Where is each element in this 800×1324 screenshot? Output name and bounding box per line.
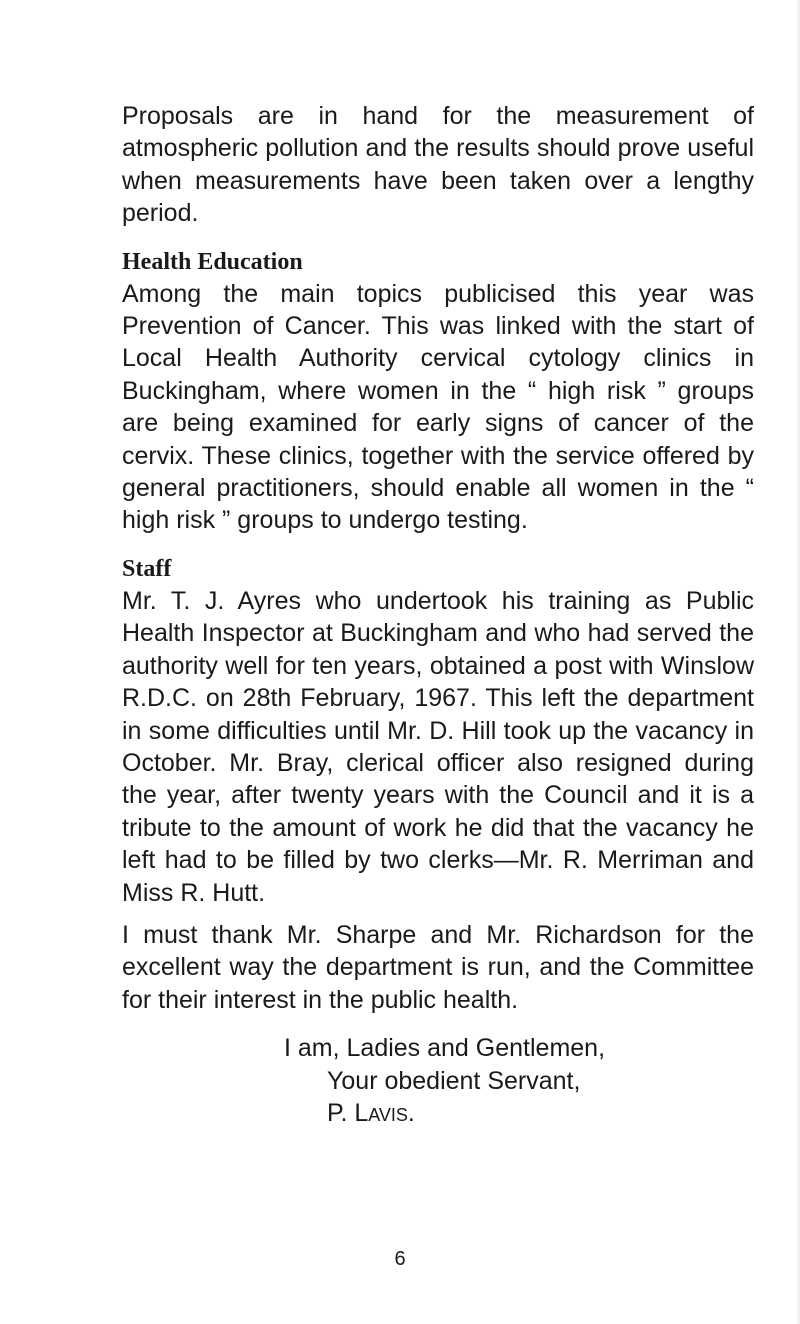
intro-paragraph: Proposals are in hand for the measurement of atmospheric pollution and the results should prove useful when measurements have been taken over a lengthy period.: [122, 102, 754, 228]
staff-paragraph: Mr. T. J. Ayres who undertook his training as Public Health Inspector at Buckingham and who had served the authority well for ten years, obtained a post with Winslow R.D.C. on 28th February, 1967. This left the department in some difficulties until Mr. D. Hill took up the vacancy in October. Mr. Bray, clerical officer also resigned during the year, after twenty years with the Council and it is a tribute to the amount of work he did that the vacancy he left had to be filled by two clerks—Mr. R. Merriman and Miss R. Hutt.: [122, 586, 754, 907]
heading-health-education: Health Education: [122, 248, 303, 275]
signature-line: P. Lavis.: [327, 1098, 415, 1127]
closing-block: [122, 1032, 754, 1129]
page-edge-shadow: [796, 0, 800, 1324]
health-education-paragraph: Among the main topics publicised this year was Prevention of Cancer. This was linked with the start of Local Health Authority cervical cytology clinics in Buckingham, where women in the “ high risk ” groups are being examined for early signs of cancer of the cervix. These clinics, together with the service offered by general practitioners, should enable all women in the “ high risk ” groups to undergo testing.: [122, 279, 754, 535]
sign-off-line: Your obedient Servant,: [327, 1066, 581, 1095]
document-body: [122, 100, 754, 1129]
salutation-line: I am, Ladies and Gentlemen,: [284, 1034, 606, 1063]
heading-staff: Staff: [122, 555, 172, 582]
thanks-paragraph: I must thank Mr. Sharpe and Mr. Richardson for the excellent way the department is run, and the Committee for their interest in the public health.: [122, 920, 754, 1014]
page-number: 6: [394, 1248, 406, 1270]
